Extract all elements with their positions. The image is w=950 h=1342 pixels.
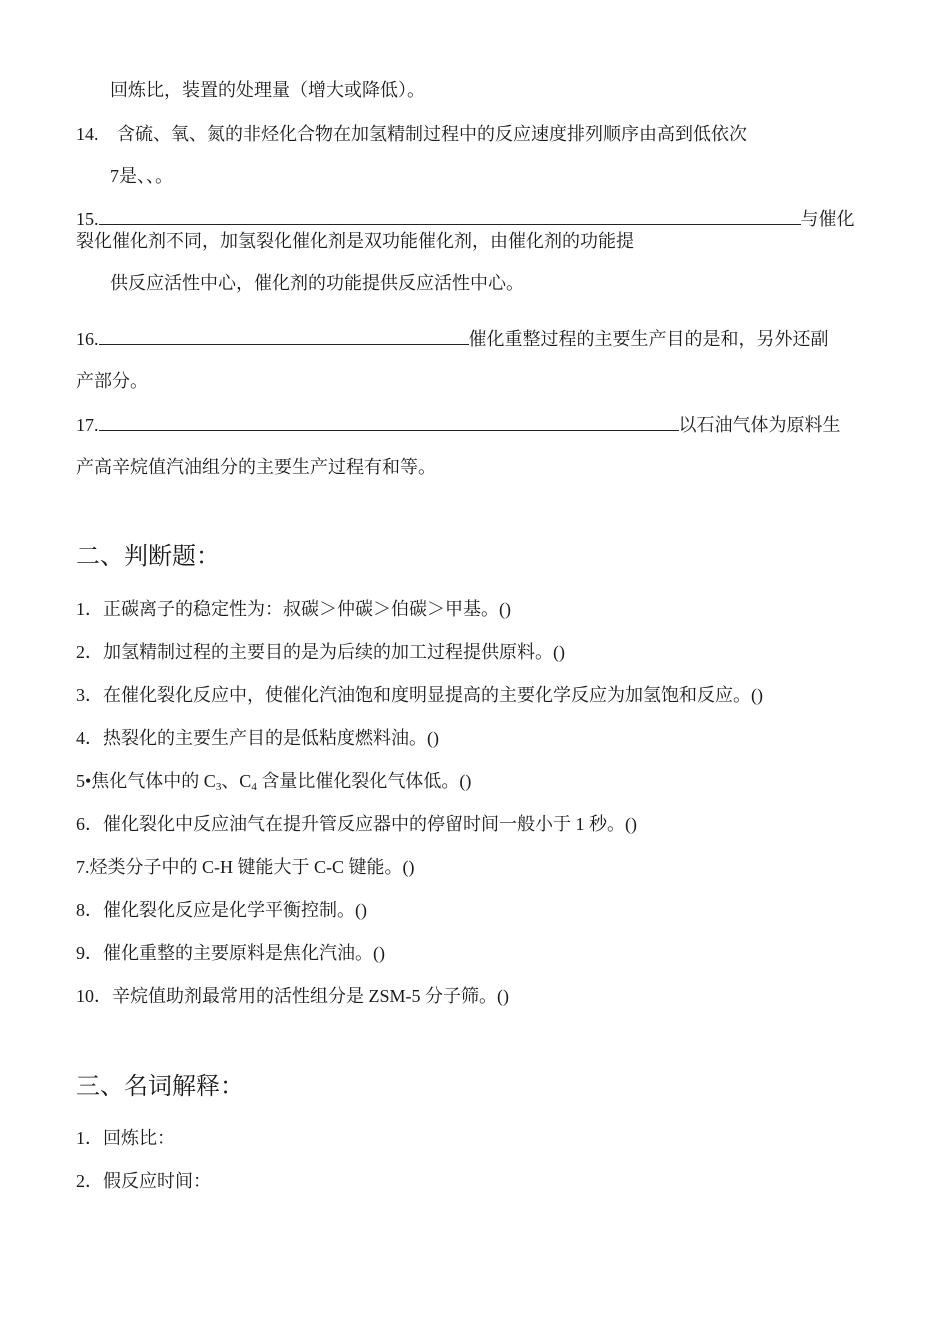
question-15 xyxy=(76,206,855,231)
answer-blank[interactable] xyxy=(99,206,801,225)
question-14 xyxy=(76,122,747,146)
question-13-continuation: 回炼比，装置的处理量（增大或降低）。 xyxy=(110,80,425,100)
term-item-1: 1．回炼比： xyxy=(76,1128,175,1148)
question-14-continuation: 7是、、。 xyxy=(110,166,173,186)
subscript: 3 xyxy=(215,781,222,793)
question-16 xyxy=(76,326,829,351)
question-number: 16. xyxy=(76,329,99,349)
question-15-line-2: 裂化催化剂不同，加氢裂化催化剂是双功能催化剂，由催化剂的功能提 xyxy=(76,231,634,251)
item-text: 、C xyxy=(221,771,252,791)
judgment-item-6: 6．催化裂化中反应油气在提升管反应器中的停留时间一般小于 1 秒。() xyxy=(76,814,637,834)
judgment-item-7: 7.烃类分子中的 C-H 键能大于 C-C 键能。() xyxy=(76,857,415,877)
section-heading-judgment: 二、判断题： xyxy=(76,544,220,570)
item-text: 5•焦化气体中的 C xyxy=(76,771,216,791)
question-text: 以石油气体为原料生 xyxy=(678,415,841,435)
subscript: 4 xyxy=(251,781,257,793)
judgment-item-3: 3．在催化裂化反应中，使催化汽油饱和度明显提高的主要化学反应为加氢饱和反应。() xyxy=(76,685,763,705)
question-17 xyxy=(76,412,841,437)
question-16-line-2: 产部分。 xyxy=(76,371,148,391)
judgment-item-2: 2．加氢精制过程的主要目的是为后续的加工过程提供原料。() xyxy=(76,642,565,662)
judgment-item-8: 8．催化裂化反应是化学平衡控制。() xyxy=(76,900,367,920)
question-number: 15. xyxy=(76,209,99,229)
term-item-2: 2．假反应时间： xyxy=(76,1171,211,1191)
question-text: 与催化 xyxy=(800,209,855,229)
question-text: 催化重整过程的主要生产目的是和，另外还副 xyxy=(468,329,829,349)
question-15-line-3: 供反应活性中心，催化剂的功能提供反应活性中心。 xyxy=(110,273,524,293)
question-number: 14. xyxy=(76,124,99,144)
judgment-item-10: 10．辛烷值助剂最常用的活性组分是 ZSM-5 分子筛。() xyxy=(76,986,509,1006)
section-heading-terms: 三、名词解释： xyxy=(76,1074,244,1100)
question-17-line-2: 产高辛烷值汽油组分的主要生产过程有和等。 xyxy=(76,457,436,477)
judgment-item-1: 1．正碳离子的稳定性为：叔碳＞仲碳＞伯碳＞甲基。() xyxy=(76,599,511,619)
judgment-item-9: 9．催化重整的主要原料是焦化汽油。() xyxy=(76,943,385,963)
judgment-item-4: 4．热裂化的主要生产目的是低粘度燃料油。() xyxy=(76,728,439,748)
answer-blank[interactable] xyxy=(99,412,679,431)
judgment-item-5 xyxy=(76,769,471,799)
answer-blank[interactable] xyxy=(99,326,469,345)
question-text: 含硫、氧、氮的非烃化合物在加氢精制过程中的反应速度排列顺序由高到低依次 xyxy=(117,124,747,144)
question-number: 17. xyxy=(76,415,99,435)
item-text: 含量比催化裂化气体低。() xyxy=(256,771,472,791)
